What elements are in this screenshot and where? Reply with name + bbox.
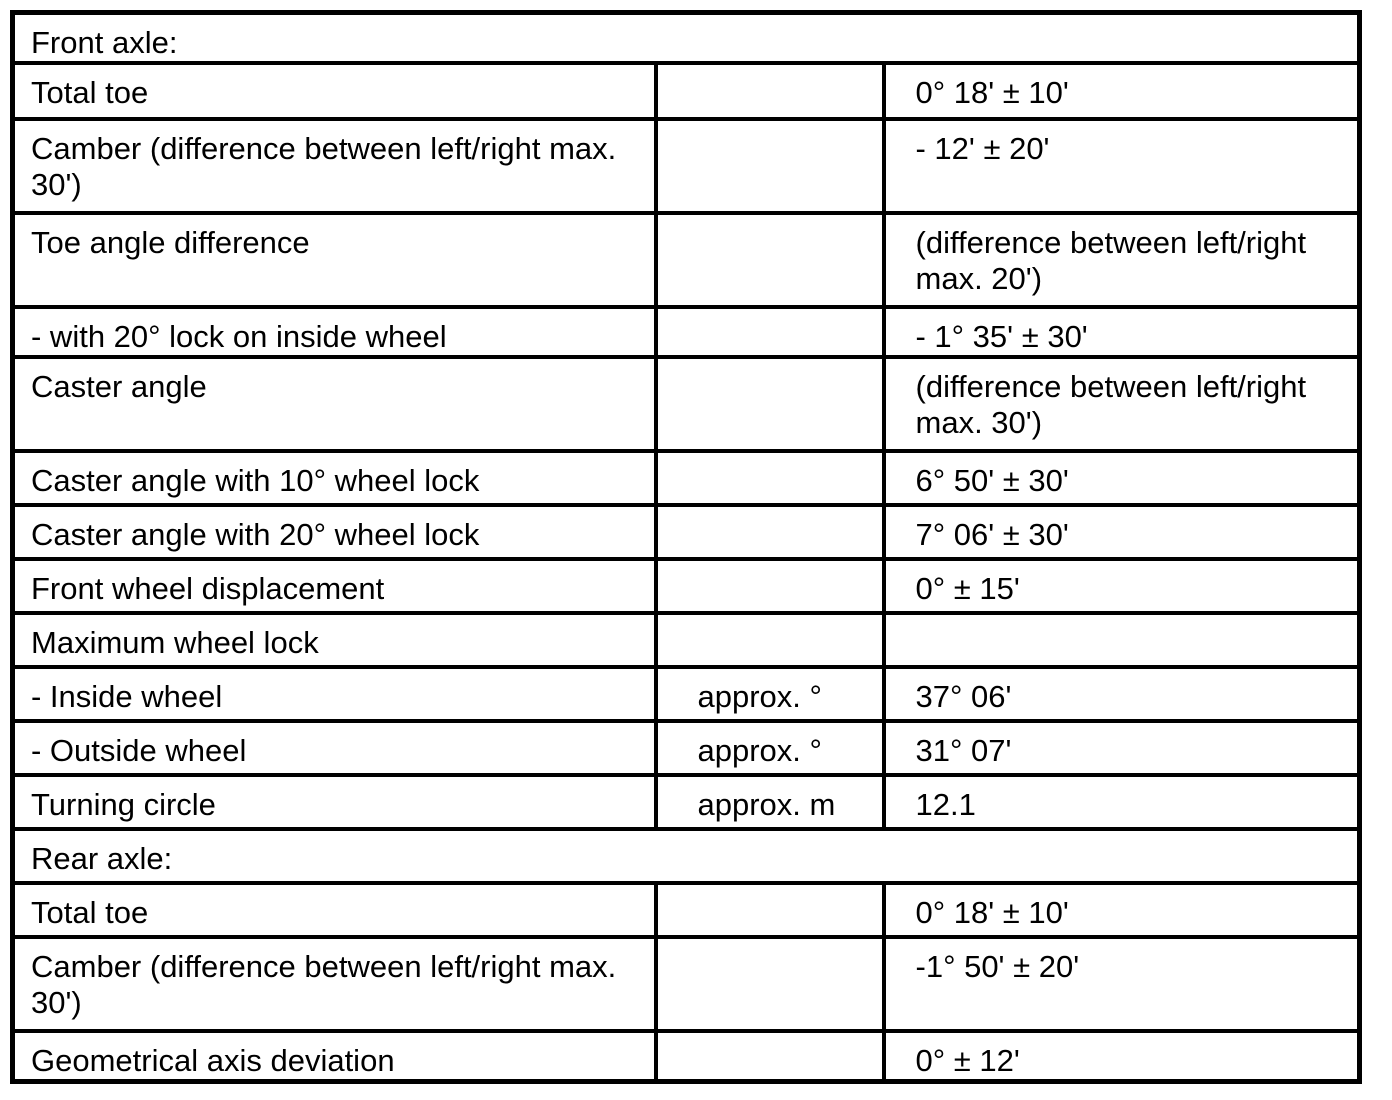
row-label: Geometrical axis deviation xyxy=(13,1031,656,1082)
row-value: - 1° 35' ± 30' xyxy=(884,307,1360,357)
row-label: Toe angle difference xyxy=(13,213,656,307)
row-value: 0° ± 12' xyxy=(884,1031,1360,1082)
wheel-alignment-spec-table xyxy=(10,10,1362,1084)
table-row xyxy=(13,883,1360,937)
row-unit xyxy=(656,213,884,307)
row-label: Caster angle with 10° wheel lock xyxy=(13,451,656,505)
row-unit xyxy=(656,937,884,1031)
row-unit xyxy=(656,451,884,505)
row-value: 12.1 xyxy=(884,775,1360,829)
table-row xyxy=(13,937,1360,1031)
row-value: -1° 50' ± 20' xyxy=(884,937,1360,1031)
row-unit: approx. m xyxy=(656,775,884,829)
row-value: 37° 06' xyxy=(884,667,1360,721)
row-unit: approx. ° xyxy=(656,721,884,775)
section-header-rear-axle xyxy=(13,829,1360,883)
row-label: Total toe xyxy=(13,63,656,119)
row-label: Caster angle xyxy=(13,357,656,451)
table-row xyxy=(13,451,1360,505)
row-value: (difference between left/right max. 30') xyxy=(884,357,1360,451)
row-value xyxy=(884,613,1360,667)
row-label: Turning circle xyxy=(13,775,656,829)
row-value: 0° 18' ± 10' xyxy=(884,63,1360,119)
row-label: Camber (difference between left/right max. 30') xyxy=(13,119,656,213)
section-header-front-axle xyxy=(13,13,1360,64)
table-row xyxy=(13,613,1360,667)
row-label: Total toe xyxy=(13,883,656,937)
row-label: Camber (difference between left/right max. 30') xyxy=(13,937,656,1031)
row-value: - 12' ± 20' xyxy=(884,119,1360,213)
row-value: 6° 50' ± 30' xyxy=(884,451,1360,505)
table-row xyxy=(13,1031,1360,1082)
table-row xyxy=(13,559,1360,613)
row-unit: approx. ° xyxy=(656,667,884,721)
row-unit xyxy=(656,307,884,357)
row-value: 7° 06' ± 30' xyxy=(884,505,1360,559)
row-value: (difference between left/right max. 20') xyxy=(884,213,1360,307)
table-row xyxy=(13,357,1360,451)
table-row xyxy=(13,721,1360,775)
table-row xyxy=(13,775,1360,829)
row-unit xyxy=(656,505,884,559)
row-label: - Inside wheel xyxy=(13,667,656,721)
table-row xyxy=(13,119,1360,213)
row-unit xyxy=(656,63,884,119)
row-unit xyxy=(656,119,884,213)
table-row xyxy=(13,213,1360,307)
row-label: - with 20° lock on inside wheel xyxy=(13,307,656,357)
row-label: Caster angle with 20° wheel lock xyxy=(13,505,656,559)
row-value: 0° ± 15' xyxy=(884,559,1360,613)
section-title: Front axle: xyxy=(13,13,1360,64)
row-unit xyxy=(656,559,884,613)
row-unit xyxy=(656,883,884,937)
table-row xyxy=(13,667,1360,721)
table-row xyxy=(13,63,1360,119)
row-unit xyxy=(656,613,884,667)
row-value: 0° 18' ± 10' xyxy=(884,883,1360,937)
row-unit xyxy=(656,1031,884,1082)
row-value: 31° 07' xyxy=(884,721,1360,775)
table-row xyxy=(13,505,1360,559)
row-unit xyxy=(656,357,884,451)
section-title: Rear axle: xyxy=(13,829,1360,883)
row-label: Front wheel displacement xyxy=(13,559,656,613)
table-row xyxy=(13,307,1360,357)
row-label: Maximum wheel lock xyxy=(13,613,656,667)
row-label: - Outside wheel xyxy=(13,721,656,775)
